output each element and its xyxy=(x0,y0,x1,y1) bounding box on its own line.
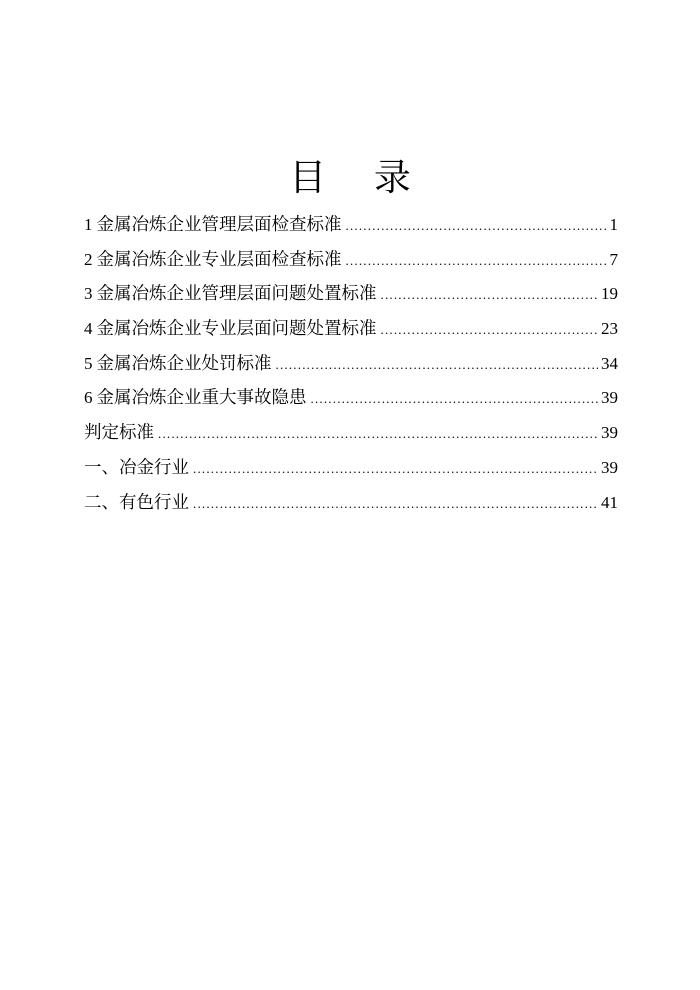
toc-page-number: 23 xyxy=(601,319,618,339)
toc-entry-text: 一、冶金行业 xyxy=(84,457,189,478)
toc-entry-number: 4 xyxy=(84,319,93,339)
toc-dot-leader xyxy=(193,452,598,486)
toc-entry-text: 判定标准 xyxy=(84,423,154,444)
toc-entry-label xyxy=(84,243,342,277)
toc-entry-text: 金属冶炼企业管理层面问题处置标准 xyxy=(96,284,377,305)
toc-entry[interactable] xyxy=(84,381,618,416)
toc-entry-number: 6 xyxy=(84,388,93,408)
toc-entry[interactable] xyxy=(84,208,618,243)
toc-entry-label xyxy=(84,381,307,415)
toc-dot-leader xyxy=(346,209,607,243)
toc-entry[interactable] xyxy=(84,486,618,521)
toc-entry-text: 二、有色行业 xyxy=(84,492,189,513)
toc-page-number: 39 xyxy=(601,423,618,443)
toc-entry-label xyxy=(84,416,154,450)
toc-entry-label xyxy=(84,277,377,311)
toc-dot-leader xyxy=(381,313,599,347)
toc-page-number: 41 xyxy=(601,492,618,512)
toc-entry-label xyxy=(84,486,189,520)
toc-entry-number: 1 xyxy=(84,215,93,234)
toc-entry-number: 5 xyxy=(84,353,93,373)
toc-entry[interactable] xyxy=(84,451,618,486)
toc-page-number: 34 xyxy=(601,353,618,373)
toc-entry-text: 金属冶炼企业处罚标准 xyxy=(96,353,272,374)
table-of-contents xyxy=(84,208,618,520)
toc-dot-leader xyxy=(346,244,607,278)
toc-dot-leader xyxy=(158,417,598,451)
toc-entry-label xyxy=(84,451,189,485)
toc-entry-label xyxy=(84,312,377,346)
toc-page-number: 39 xyxy=(601,388,618,408)
toc-entry[interactable] xyxy=(84,347,618,382)
toc-entry[interactable] xyxy=(84,277,618,312)
toc-page-number: 1 xyxy=(609,215,618,234)
toc-entry-label xyxy=(84,208,342,242)
toc-entry[interactable] xyxy=(84,312,618,347)
toc-dot-leader xyxy=(193,487,598,521)
toc-entry-number: 2 xyxy=(84,249,93,269)
toc-page-number: 7 xyxy=(609,249,618,269)
toc-entry[interactable] xyxy=(84,243,618,278)
toc-page-number: 19 xyxy=(601,284,618,304)
page-title: 目 录 xyxy=(289,156,429,199)
toc-entry-text: 金属冶炼企业专业层面问题处置标准 xyxy=(96,319,377,340)
toc-entry-text: 金属冶炼企业管理层面检查标准 xyxy=(96,215,342,235)
toc-page-number: 39 xyxy=(601,457,618,477)
toc-dot-leader xyxy=(311,382,599,416)
toc-entry-label xyxy=(84,347,272,381)
toc-entry-number: 3 xyxy=(84,284,93,304)
toc-dot-leader xyxy=(381,278,599,312)
toc-entry-text: 金属冶炼企业重大事故隐患 xyxy=(96,388,307,409)
toc-dot-leader xyxy=(276,348,599,382)
toc-entry-text: 金属冶炼企业专业层面检查标准 xyxy=(96,249,342,270)
toc-entry[interactable] xyxy=(84,416,618,451)
